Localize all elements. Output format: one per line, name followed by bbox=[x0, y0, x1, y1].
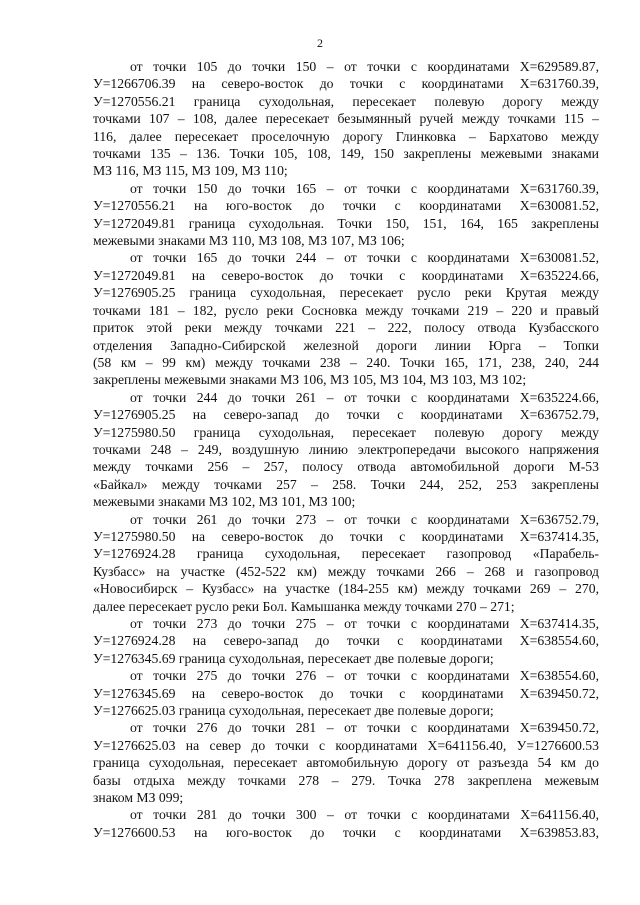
text-line: «Байкал» между точками 257 – 258. Точки 244, 252, 253 закреплены bbox=[93, 476, 599, 492]
text-line: далее пересекает русло реки Бол. Камышанка между точками 270 – 271; bbox=[93, 598, 515, 614]
boundary-segment-paragraph bbox=[93, 389, 599, 511]
text-line: (58 км – 99 км) между точками 238 – 240. Точки 165, 171, 238, 240, 244 bbox=[93, 354, 599, 370]
text-line: У=1275980.50 граница суходольная, пересекает полевую дорогу между bbox=[93, 424, 599, 440]
boundary-segment-paragraph bbox=[93, 249, 599, 388]
text-line: У=1270556.21 на юго-восток до точки с координатами X=630081.52, bbox=[93, 198, 599, 214]
text-line: точками 107 – 108, далее пересекает безымянный ручей между точками 115 – bbox=[93, 111, 599, 127]
text-line: У=1276600.53 на юго-восток до точки с координатами X=639853.83, bbox=[93, 824, 599, 840]
text-line: «Новосибирск – Кузбасс» на участке (184-255 км) между точками 269 – 270, bbox=[93, 581, 599, 597]
text-line: У=1272049.81 граница суходольная. Точки 150, 151, 164, 165 закреплены bbox=[93, 215, 599, 231]
boundary-segment-paragraph bbox=[93, 180, 599, 250]
text-line: У=1275980.50 на северо-восток до точки с координатами X=637414.35, bbox=[93, 528, 599, 544]
text-line: У=1270556.21 граница суходольная, пересекает полевую дорогу между bbox=[93, 93, 599, 109]
text-line: от точки 276 до точки 281 – от точки с координатами X=639450.72, bbox=[130, 720, 599, 736]
document-body bbox=[93, 58, 599, 841]
text-line: от точки 105 до точки 150 – от точки с координатами X=629589.87, bbox=[130, 59, 599, 74]
text-line: У=1276905.25 граница суходольная, пересекает русло реки Крутая между bbox=[93, 285, 599, 301]
text-line: от точки 165 до точки 244 – от точки с координатами X=630081.52, bbox=[130, 250, 599, 266]
text-line: У=1276924.28 граница суходольная, пересекает газопровод «Парабель- bbox=[93, 546, 599, 562]
text-line: базы отдыха между точками 278 – 279. Точка 278 закреплена межевым bbox=[93, 772, 599, 788]
boundary-segment-paragraph bbox=[93, 719, 599, 806]
boundary-segment-paragraph bbox=[93, 667, 599, 719]
text-line: МЗ 116, МЗ 115, МЗ 109, МЗ 110; bbox=[93, 163, 288, 179]
text-line: от точки 261 до точки 273 – от точки с координатами X=636752.79, bbox=[130, 511, 599, 527]
text-line: знаком МЗ 099; bbox=[93, 790, 184, 806]
text-line: закреплены межевыми знаками МЗ 106, МЗ 105, МЗ 104, МЗ 103, МЗ 102; bbox=[93, 372, 527, 388]
text-line: У=1276924.28 на северо-запад до точки с координатами X=638554.60, bbox=[93, 633, 599, 649]
text-line: точками 135 – 136. Точки 105, 108, 149, 150 закреплены межевыми знаками bbox=[93, 146, 599, 162]
text-line: У=1276625.03 граница суходольная, пересекает две полевые дороги; bbox=[93, 703, 494, 719]
boundary-segment-paragraph bbox=[93, 58, 599, 180]
text-line: от точки 281 до точки 300 – от точки с координатами X=641156.40, bbox=[130, 807, 599, 823]
text-line: межевыми знаками МЗ 110, МЗ 108, МЗ 107, МЗ 106; bbox=[93, 233, 405, 249]
text-line: приток этой реки между точками 221 – 222, полосу отвода Кузбасского bbox=[93, 320, 599, 336]
text-line: точками 181 – 182, русло реки Сосновка между точками 219 – 220 и правый bbox=[93, 302, 599, 318]
text-line: У=1266706.39 на северо-восток до точки с координатами X=631760.39, bbox=[93, 76, 599, 92]
text-line: межевыми знаками МЗ 102, МЗ 101, МЗ 100; bbox=[93, 494, 356, 510]
text-line: граница суходольная, пересекает автомобильную дорогу от разъезда 54 км до bbox=[93, 755, 599, 771]
text-line: от точки 275 до точки 276 – от точки с координатами X=638554.60, bbox=[130, 668, 599, 684]
boundary-segment-paragraph bbox=[93, 806, 599, 841]
boundary-segment-paragraph bbox=[93, 511, 599, 615]
text-line: У=1276625.03 на север до точки с координатами X=641156.40, У=1276600.53 bbox=[93, 737, 599, 753]
text-line: 116, далее пересекает проселочную дорогу Глинковка – Бархатово между bbox=[93, 128, 599, 144]
text-line: точками 248 – 249, воздушную линию электропередачи высокого напряжения bbox=[93, 441, 599, 457]
text-line: между точками 256 – 257, полосу отвода автомобильной дороги М-53 bbox=[93, 459, 599, 475]
text-line: У=1276345.69 на северо-восток до точки с координатами X=639450.72, bbox=[93, 685, 599, 701]
text-line: У=1272049.81 на северо-восток до точки с координатами X=635224.66, bbox=[93, 267, 599, 283]
text-line: от точки 150 до точки 165 – от точки с координатами X=631760.39, bbox=[130, 180, 599, 196]
text-line: Кузбасс» на участке (452-522 км) между точками 266 – 268 и газопровод bbox=[93, 563, 599, 579]
text-line: У=1276345.69 граница суходольная, пересекает две полевые дороги; bbox=[93, 650, 494, 666]
boundary-segment-paragraph bbox=[93, 615, 599, 667]
text-line: отделения Западно-Сибирской железной дороги линии Юрга – Топки bbox=[93, 337, 599, 353]
text-line: У=1276905.25 на северо-запад до точки с координатами X=636752.79, bbox=[93, 407, 599, 423]
page-number: 2 bbox=[317, 36, 323, 50]
text-line: от точки 244 до точки 261 – от точки с координатами X=635224.66, bbox=[130, 389, 599, 405]
text-line: от точки 273 до точки 275 – от точки с координатами X=637414.35, bbox=[130, 616, 599, 631]
